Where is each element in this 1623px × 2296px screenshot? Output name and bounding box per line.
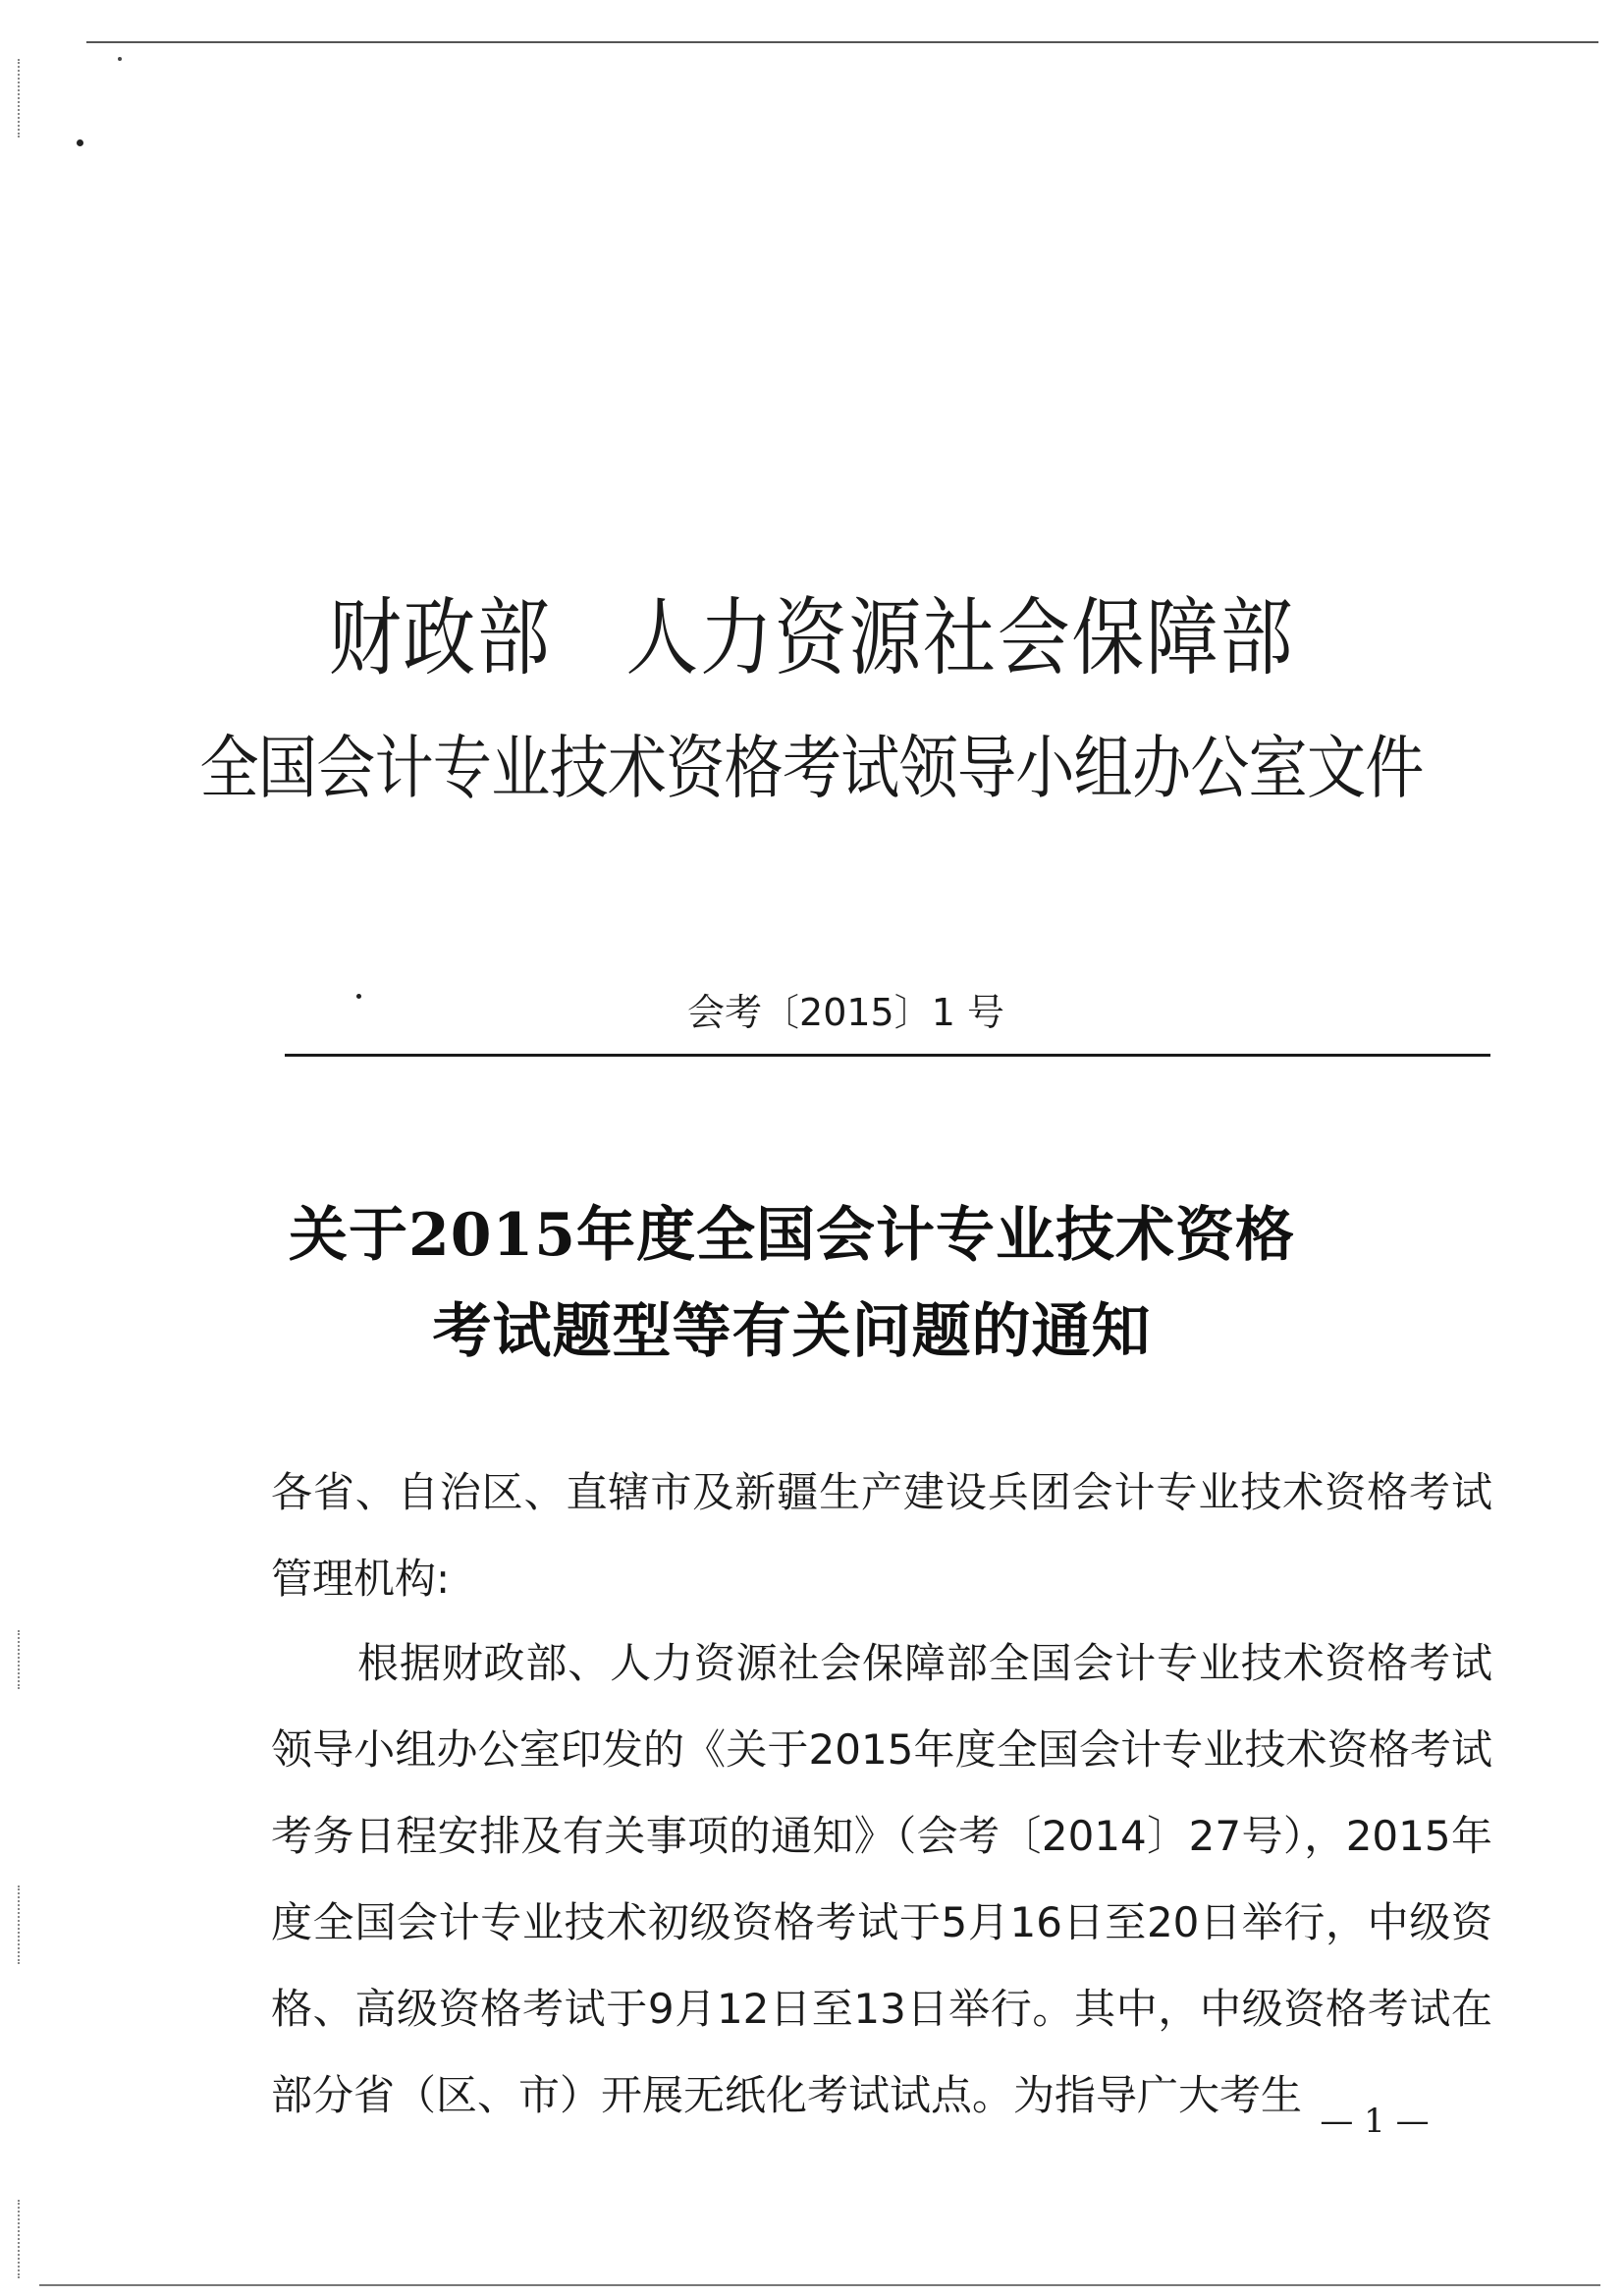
scan-speck xyxy=(118,57,122,61)
issuer-line-2: 全国会计专业技术资格考试领导小组办公室文件 xyxy=(199,728,1424,808)
issuer-line-1: 财政部 人力资源社会保障部 xyxy=(328,589,1295,687)
scan-margin-mark xyxy=(18,2200,24,2278)
header-divider xyxy=(285,1054,1490,1057)
scan-top-edge xyxy=(86,41,1598,43)
scan-margin-mark xyxy=(18,1630,24,1689)
document-number: 会考〔2015〕1 号 xyxy=(687,991,1004,1034)
scan-margin-mark xyxy=(18,59,24,137)
salutation: 各省、自治区、直辖市及新疆生产建设兵团会计专业技术资格考试管理机构: xyxy=(271,1468,1492,1603)
scan-bottom-edge xyxy=(39,2284,1600,2286)
body-paragraph: 根据财政部、人力资源社会保障部全国会计专业技术资格考试领导小组办公室印发的《关于2015年度全国会计专业技术资格考试考务日程安排及有关事项的通知》（会考〔2014〕27号），2015年度全国会计专业技术初级资格考试于5月16日至20日举行，中级资格、高级资格考试于9月12日至13日举行。其中，中级资格考试在部分省（区、市）开展无纸化考试试点。为指导广大考生 xyxy=(271,1639,1492,2119)
document-title-line-1: 关于2015年度全国会计专业技术资格 xyxy=(289,1201,1295,1270)
scan-margin-mark xyxy=(18,1886,24,1964)
document-title-line-2: 考试题型等有关问题的通知 xyxy=(432,1297,1152,1366)
scan-speck xyxy=(77,139,83,146)
page-number: — 1 — xyxy=(1320,2102,1430,2141)
